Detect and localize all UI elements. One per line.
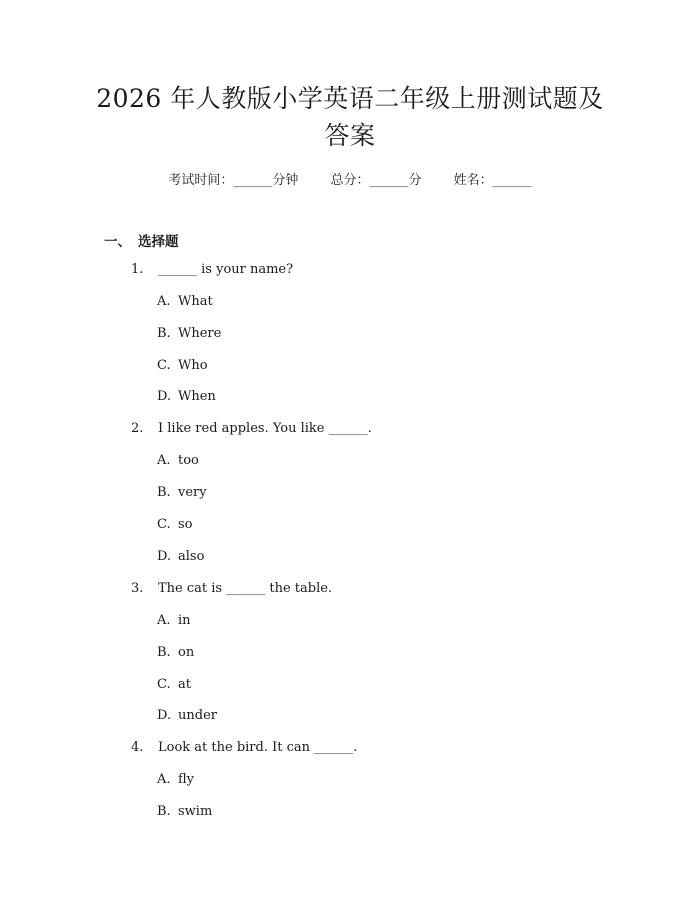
option-2-b [157,485,207,500]
option-text: very [178,485,207,500]
question-number: 4. [131,740,144,755]
exam-info [0,169,700,188]
option-letter: C. [157,517,171,532]
section-number: 一、 [104,234,131,250]
question-4 [131,740,357,755]
option-letter: B. [157,326,171,341]
option-1-b [157,326,221,341]
question-2 [131,421,372,436]
question-text: Look at the bird. It can ______. [158,740,358,755]
option-text: at [178,677,191,692]
option-3-c [157,677,191,692]
option-letter: A. [157,772,171,787]
option-letter: D. [157,708,172,723]
question-3 [131,581,332,596]
option-text: on [178,645,195,660]
option-text: swim [178,804,213,819]
option-letter: B. [157,804,171,819]
option-1-c [157,358,208,373]
option-text: Who [178,358,208,373]
option-text: When [178,389,216,404]
option-text: under [178,708,217,723]
title-line-1: 2026 年人教版小学英语二年级上册测试题及 [96,84,604,113]
option-letter: B. [157,485,171,500]
option-4-a [157,772,194,787]
option-1-a [157,294,213,309]
document-title [90,80,610,154]
option-3-d [157,708,217,723]
option-text: so [178,517,193,532]
option-text: What [178,294,213,309]
student-name: 姓名：______ [453,173,532,188]
option-letter: D. [157,389,172,404]
option-text: Where [178,326,222,341]
exam-time: 考试时间：______分钟 [168,173,299,188]
option-letter: C. [157,358,171,373]
total-score: 总分：______分 [330,173,422,188]
option-text: too [178,453,199,468]
question-number: 2. [131,421,144,436]
question-1 [131,262,293,277]
option-letter: C. [157,677,171,692]
option-2-a [157,453,199,468]
option-3-b [157,645,194,660]
question-text: ______ is your name? [158,262,294,277]
section-title: 选择题 [138,234,179,250]
option-letter: D. [157,549,172,564]
option-letter: A. [157,613,171,628]
option-letter: A. [157,294,171,309]
option-letter: A. [157,453,171,468]
option-3-a [157,613,191,628]
option-text: also [178,549,205,564]
title-line-2: 答案 [324,121,376,150]
question-text: I like red apples. You like ______. [158,421,372,436]
option-text: fly [178,772,195,787]
option-4-b [157,804,212,819]
option-1-d [157,389,216,404]
question-text: The cat is ______ the table. [158,581,333,596]
section-heading [104,230,179,250]
option-text: in [178,613,191,628]
question-number: 1. [131,262,144,277]
option-2-d [157,549,204,564]
option-2-c [157,517,193,532]
option-letter: B. [157,645,171,660]
question-number: 3. [131,581,144,596]
